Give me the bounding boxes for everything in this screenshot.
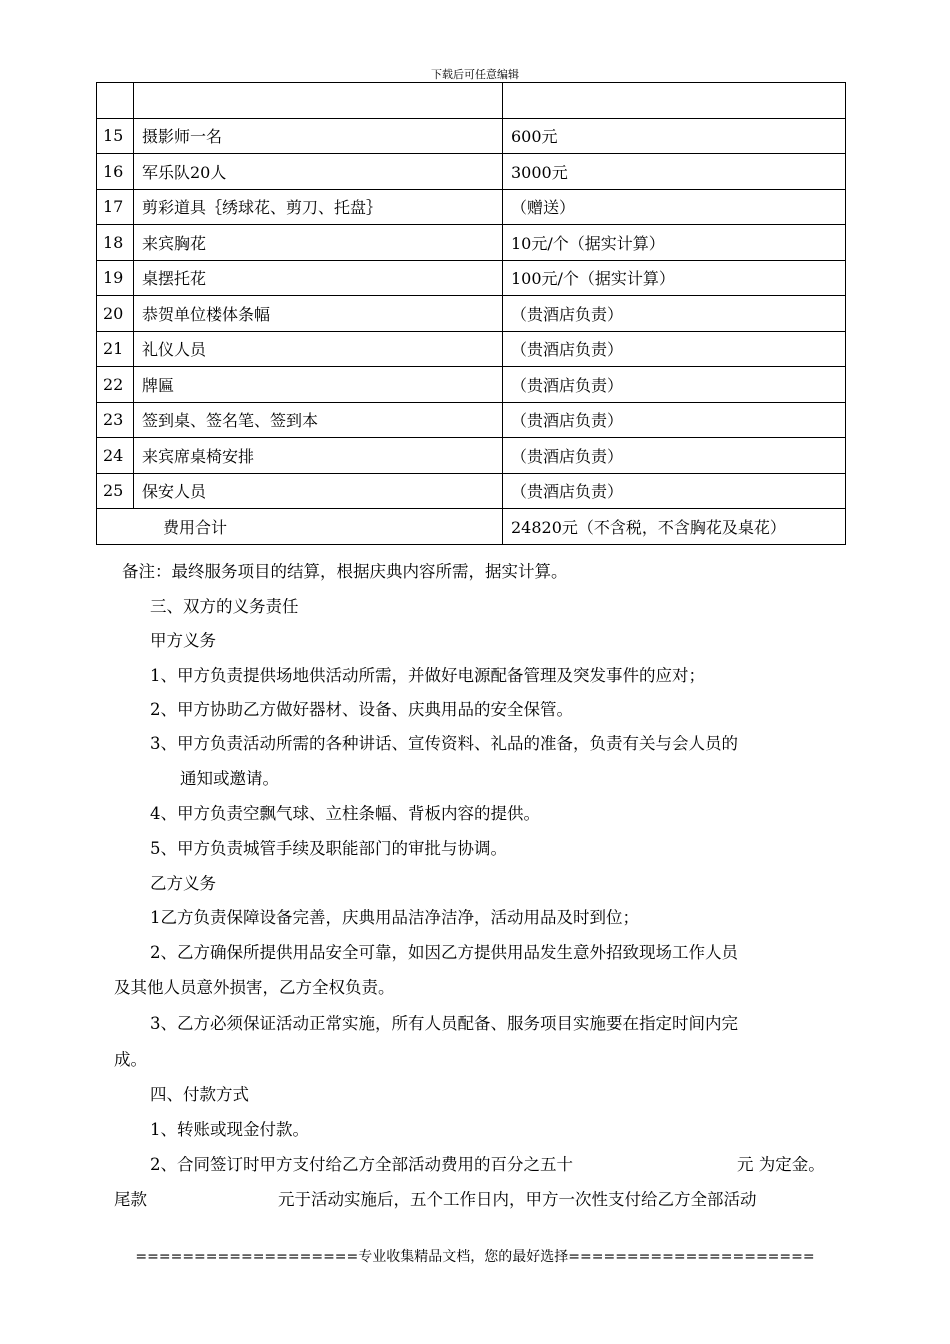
party-b-item-3-line1: 3、乙方必须保证活动正常实施，所有人员配备、服务项目实施要在指定时间内完: [150, 1014, 738, 1033]
note: 备注：最终服务项目的结算，根据庆典内容所需，据实计算。: [122, 562, 568, 581]
row-item: 剪彩道具｛绣球花、剪刀、托盘｝: [134, 189, 503, 225]
row-number: 16: [97, 154, 134, 190]
row-price: （贵酒店负责）: [503, 402, 846, 438]
table-row: [97, 438, 846, 474]
payment-item-2-line1b: 元 为定金。: [737, 1155, 825, 1174]
payment-item-2-line2b: 元于活动实施后，五个工作日内，甲方一次性支付给乙方全部活动: [278, 1190, 757, 1209]
payment-item-1: 1、转账或现金付款。: [150, 1120, 309, 1139]
row-number: 20: [97, 296, 134, 332]
table-row: [97, 118, 846, 154]
page-footer: ===================专业收集精品文档，您的最好选择=====================: [135, 1249, 815, 1265]
total-row: [97, 509, 846, 545]
row-item: 桌摆托花: [134, 260, 503, 296]
party-b-item-1: 1乙方负责保障设备完善，庆典用品洁净洁净，活动用品及时到位；: [150, 908, 639, 927]
party-a-item-1: 1、甲方负责提供场地供活动所需，并做好电源配备管理及突发事件的应对；: [150, 666, 705, 685]
section3-title: 三、双方的义务责任: [150, 597, 299, 616]
total-label: 费用合计: [97, 509, 503, 545]
row-number: 23: [97, 402, 134, 438]
party-b-item-2-line2: 及其他人员意外损害，乙方全权负责。: [114, 978, 395, 997]
table-row: [97, 402, 846, 438]
table-row: [97, 331, 846, 367]
party-b-item-2-line1: 2、乙方确保所提供用品安全可靠，如因乙方提供用品发生意外招致现场工作人员: [150, 943, 738, 962]
party-a-item-3-line1: 3、甲方负责活动所需的各种讲话、宣传资料、礼品的准备，负责有关与会人员的: [150, 734, 738, 753]
row-number: 19: [97, 260, 134, 296]
party-b-title: 乙方义务: [150, 874, 216, 893]
row-price: （贵酒店负责）: [503, 367, 846, 403]
row-price: （赠送）: [503, 189, 846, 225]
row-item: 礼仪人员: [134, 331, 503, 367]
row-item: 来宾胸花: [134, 225, 503, 261]
row-item: [134, 83, 503, 119]
row-price: 600元: [503, 118, 846, 154]
row-number: 15: [97, 118, 134, 154]
row-item: 恭贺单位楼体条幅: [134, 296, 503, 332]
row-price: [503, 83, 846, 119]
row-price: （贵酒店负责）: [503, 438, 846, 474]
row-number: 25: [97, 473, 134, 509]
party-a-item-2: 2、甲方协助乙方做好器材、设备、庆典用品的安全保管。: [150, 700, 573, 719]
party-a-title: 甲方义务: [150, 631, 216, 650]
row-price: （贵酒店负责）: [503, 473, 846, 509]
row-price: 3000元: [503, 154, 846, 190]
page-header: 下载后可任意编辑: [431, 68, 519, 81]
table-row: [97, 225, 846, 261]
row-price: （贵酒店负责）: [503, 331, 846, 367]
row-price: （贵酒店负责）: [503, 296, 846, 332]
total-value: 24820元（不含税，不含胸花及桌花）: [503, 509, 846, 545]
table-row: [97, 260, 846, 296]
row-number: 21: [97, 331, 134, 367]
party-a-item-5: 5、甲方负责城管手续及职能部门的审批与协调。: [150, 839, 507, 858]
row-item: 军乐队20人: [134, 154, 503, 190]
row-number: 18: [97, 225, 134, 261]
row-number: [97, 83, 134, 119]
row-item: 签到桌、签名笔、签到本: [134, 402, 503, 438]
table-row: [97, 83, 846, 119]
row-number: 22: [97, 367, 134, 403]
row-number: 17: [97, 189, 134, 225]
row-item: 牌匾: [134, 367, 503, 403]
party-a-item-3-line2: 通知或邀请。: [180, 769, 279, 788]
row-item: 保安人员: [134, 473, 503, 509]
table-row: [97, 367, 846, 403]
party-b-item-3-line2: 成。: [114, 1050, 147, 1069]
section4-title: 四、付款方式: [150, 1085, 249, 1104]
table-row: [97, 154, 846, 190]
row-price: 100元/个（据实计算）: [503, 260, 846, 296]
table-row: [97, 473, 846, 509]
row-number: 24: [97, 438, 134, 474]
party-a-item-4: 4、甲方负责空飘气球、立柱条幅、背板内容的提供。: [150, 804, 540, 823]
table-row: [97, 296, 846, 332]
items-table: [96, 82, 846, 545]
payment-item-2-line1a: 2、合同签订时甲方支付给乙方全部活动费用的百分之五十: [150, 1155, 573, 1174]
table-row: [97, 189, 846, 225]
row-item: 摄影师一名: [134, 118, 503, 154]
row-price: 10元/个（据实计算）: [503, 225, 846, 261]
payment-item-2-line2a: 尾款: [114, 1190, 147, 1209]
row-item: 来宾席桌椅安排: [134, 438, 503, 474]
